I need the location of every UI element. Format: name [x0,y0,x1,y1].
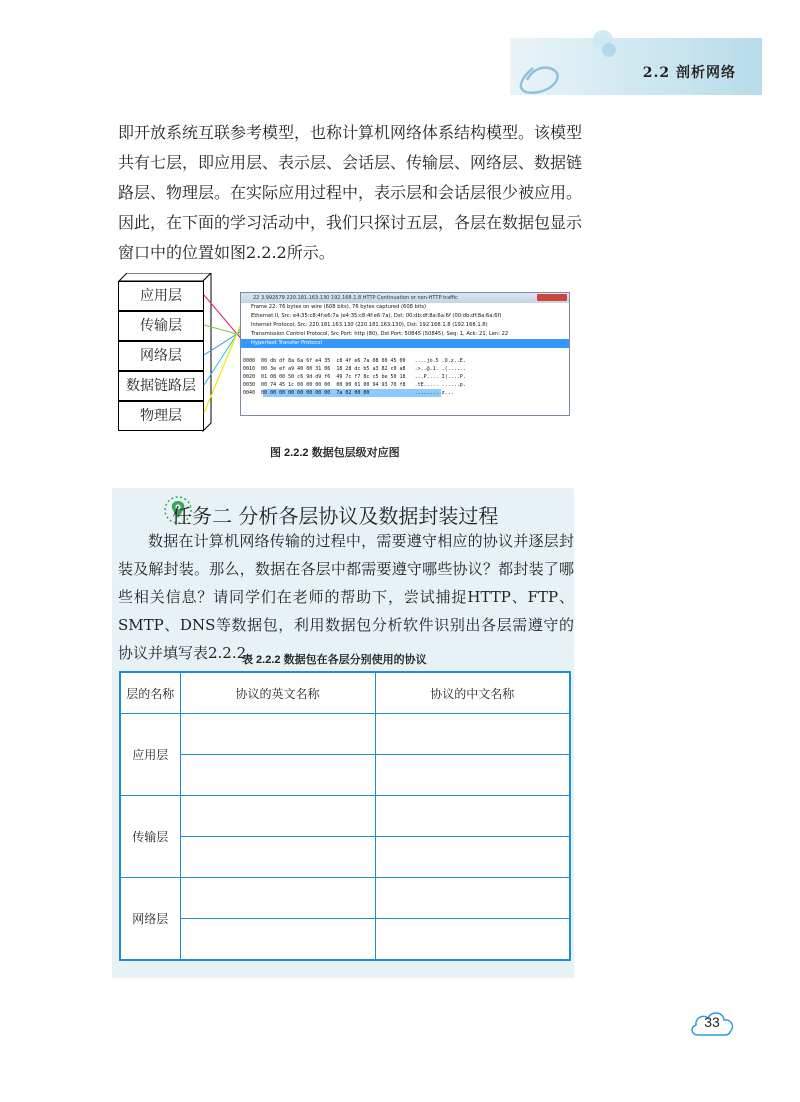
table-cell[interactable] [180,837,375,878]
table-cell[interactable] [375,878,570,919]
screenshot-title: 22 3.992579 220.181.163.130 192.168.1.8 HTTP Continuation or non-HTTP traffic [253,295,458,301]
hex-row-0000: 0000 00 db df 8a 6a 6f e4 35 c8 4f e6 7a 08 00 45 00 ....jo.5 .O.z..E. [243,358,466,364]
task-title: 任务二 分析各层协议及数据封装过程 [172,504,499,528]
header-layer-name: 层的名称 [120,672,180,714]
table-cell[interactable] [180,714,375,755]
table-cell[interactable] [375,919,570,961]
tree-row-ip: Internet Protocol, Src: 220.181.163.130 (220.181.163.130), Dst: 192.168.1.8 (192.168.1.8) [251,322,488,328]
header-english-name: 协议的英文名称 [180,672,375,714]
layer-transport: 传输层 [118,311,204,341]
table-cell[interactable] [375,714,570,755]
screenshot-titlebar [241,293,569,303]
hex-row-0010: 0010 00 3e ef a9 40 00 31 06 18 28 dc b5 a3 82 c0 a8 .>..@.1. .(...... [243,366,466,372]
task-paragraph: 数据在计算机网络传输的过程中，需要遵守相应的协议并逐层封装及解封装。那么，数据在各层中都需要遵守哪些协议？都封装了哪些相关信息？请同学们在老师的帮助下，尝试捕捉HTTP、FTP、SMTP、DNS等数据包，利用数据包分析软件识别出各层需遵守的协议并填写表2.2.2。 [118,532,574,662]
table-caption: 表 2.2.2 数据包在各层分别使用的协议 [242,654,427,666]
hex-row-0030: 0030 00 74 45 1c 00 00 00 00 00 00 01 00 94 93 70 f8 .tE..... ......p. [243,382,466,388]
protocol-table [119,671,571,961]
tree-row-ethernet: Ethernet II, Src: e4:35:c8:4f:e6:7a (e4:35:c8:4f:e6:7a), Dst: 00:db:df:8a:6a:6f (00:db:df:8a:6a:6f) [251,313,502,319]
section-header: 2.2 剖析网络 [642,65,736,81]
table-cell[interactable] [375,837,570,878]
table-cell[interactable] [180,796,375,837]
tree-row-tcp: Transmission Control Protocol, Src Port: http (80), Dst Port: 50845 (50845), Seq: 1, Ack: 21, Len: 22 [251,331,509,337]
header-chinese-name: 协议的中文名称 [375,672,570,714]
row-label-application: 应用层 [120,714,180,796]
layer-network: 网络层 [118,341,204,371]
table-cell[interactable] [180,878,375,919]
table-cell[interactable] [375,755,570,796]
hex-row-0020: 0020 01 08 00 50 c6 9d d9 f6 49 7c f7 8c c5 be 50 18 ...P.... I|....P. [243,374,466,380]
page-number: 33 [704,1014,720,1030]
intro-paragraph: 即开放系统互联参考模型，也称计算机网络体系结构模型。该模型共有七层，即应用层、表示层、会话层、传输层、网络层、数据链路层、物理层。在实际应用过程中，表示层和会话层很少被应用。因此，在下面的学习活动中，我们只探讨五层，各层在数据包显示窗口中的位置如图2.2.2所示。 [118,123,583,262]
row-label-network: 网络层 [120,878,180,961]
tree-row-http: Hypertext Transfer Protocol [241,339,569,348]
layer-physical: 物理层 [118,401,204,431]
header-swoosh-logo [505,28,625,98]
tree-row-frame: Frame 22: 76 bytes on wire (608 bits), 76 bytes captured (608 bits) [251,304,427,310]
hex-row-0040: 0040 00 00 00 00 00 00 00 00 7a 02 00 00 ........ z... [241,389,569,397]
table-cell[interactable] [180,919,375,961]
layer-datalink: 数据链路层 [118,371,204,401]
window-close-icon [537,294,567,301]
spacer [241,348,569,357]
layer-application: 应用层 [118,281,204,311]
row-label-transport: 传输层 [120,796,180,878]
figure-caption: 图 2.2.2 数据包层级对应图 [270,447,400,459]
table-cell[interactable] [375,796,570,837]
packet-capture-screenshot [240,292,570,416]
table-cell[interactable] [180,755,375,796]
